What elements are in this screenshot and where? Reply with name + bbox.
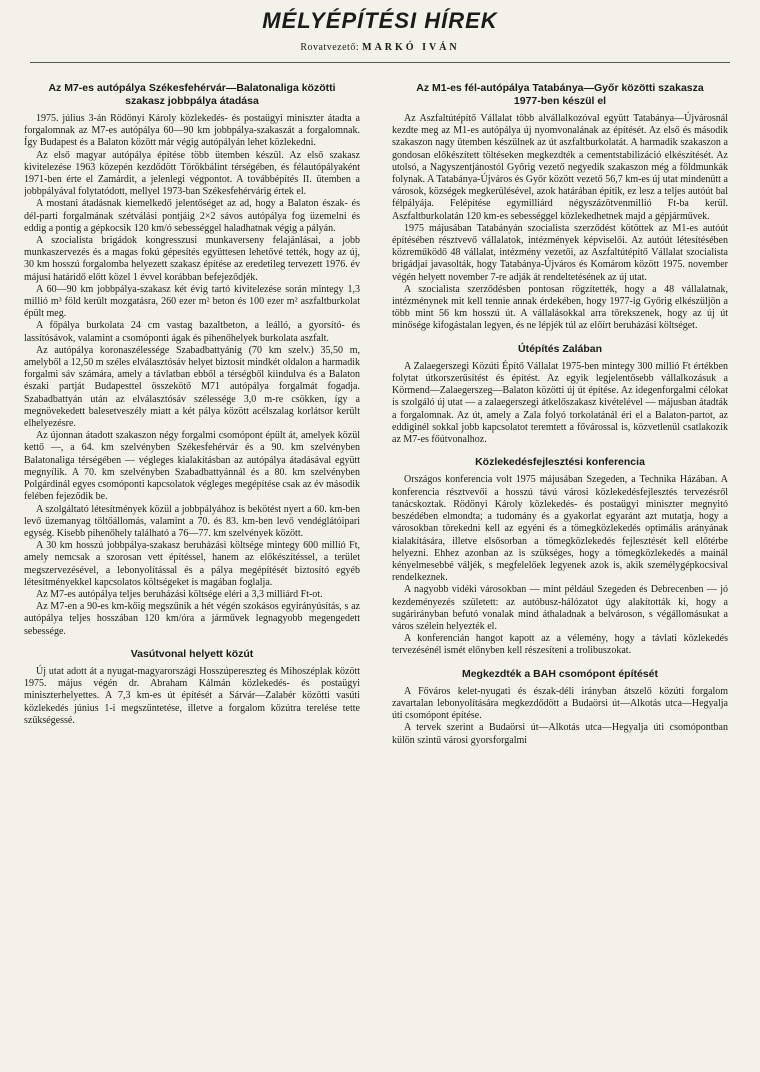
paragraph: Az első magyar autópálya építése több ütemben készül. Az első szakasz kivitelezése 1963 közepén kezdődött Törökbálint térségében, és félautópályaként 1971-ben érte el Zamárdit, a jelenlegi végpontot. A továbbépítés II. ütemben a jobbpályával folytatódott, mellyel 1973-ban Székesfehérvárig értek el. (24, 149, 360, 198)
paragraph: Új utat adott át a nyugat-magyarországi Hosszúpereszteg és Mihoszéplak között 1975. május végén dr. Abraham Kálmán közlekedés- és postaügyi miniszterhelyettes. A 7,3 km-es út építését a Sárvár—Zalabér közötti vasúti közlekedés június 1-i megszüntetése, illetve a forgalom közútra terelése tette szükségessé. (24, 665, 360, 726)
article-title-m1: Az M1-es fél-autópálya Tatabánya—Győr közötti szakasza 1977-ben készül el (416, 82, 704, 107)
article-title-zala: Útépítés Zalában (517, 342, 603, 355)
paragraph: Az M7-es autópálya teljes beruházási költsége eléri a 3,3 milliárd Ft-ot. (36, 588, 323, 600)
right-column (392, 82, 728, 1066)
article-body-konferencia (392, 474, 728, 657)
paragraph: Országos konferencia volt 1975 májusában Szegeden, a Technika Házában. A konferencia résztvevői a hosszú távú városi közlekedésfejlesztés tervezésről tanácskoztak. Rödönyi Károly közlekedés- és postaügyi miniszter megnyitó beszédében elmondta; a tudomány és a gyakorlat egyaránt azt mutatja, hogy a városokban törekedni kell az egyéni és a tömegközlekedés optimális arányának kialakítására, illetve elsősorban a tömegközlekedés fejlesztését kell előtérbe helyezni. Ehhez azonban az is szükséges, hogy a tömegközlekedés a mainál kényelmesebbé váljék, s megfelelőek legyenek azok is, akik személygépkocsival rendelkeznek. (392, 474, 728, 584)
paragraph: A nagyobb vidéki városokban — mint például Szegeden és Debrecenben — jó kezdeményezés született: az autóbusz-hálózatot úgy alakították ki, hogy a sugárirányban befutó vonalak mind áthaladnak a belvároson, s végállomásukat a város szélein helyezték el. (392, 584, 728, 632)
header-divider (30, 62, 730, 63)
paragraph: A 60—90 km jobbpálya-szakasz két évig tartó kivitelezése során mintegy 1,3 millió m³ föld került mozgatásra, 260 ezer m² beton és 100 ezer m² aszfaltburkolat épült meg. (24, 283, 360, 320)
paragraph: A szolgáltató létesítmények közül a jobbpályához is bekötést nyert a 60. km-ben levő üzemanyag töltőállomás, valamint a 70. és 83. km-ben levő vendéglátóipari egység. Kisebb pihenőhely található a 76—77. km szelvények között. (24, 503, 360, 539)
paragraph: Az autópálya koronaszélessége Szabadbattyánig (70 km szelv.) 35,50 m, amelyből a 12,50 m széles elválasztósáv helyet biztosít mindkét oldalon a harmadik forgalmi sáv számára, amely a távlatban ebből a térségből kiindulva és a Balaton északi partját Budapesttel összekötő M71 autópálya forgalmát fogadja. Szabadbattyán után az elválasztósáv szélessége 3,0 m-re csökken, így a megnövekedett balesetveszély miatt a két pálya között acélszalag korlátsor került elhelyezésre. (24, 344, 360, 430)
editor-name: MARKÓ IVÁN (362, 42, 460, 53)
column-editor (0, 42, 760, 53)
article-title-konferencia: Közlekedésfejlesztési konferencia (475, 456, 645, 469)
paragraph: Az újonnan átadott szakaszon négy forgalmi csomópont épült át, amelyek közül kettő —, a 64. km szelvényben Székesfehérvár és a 90. km szelvényben Balatonaliga térségében — végleges kialakításban az autópálya átadásával együtt megnyílik. A 70. km szelvényben Szabadbattyánnál és a 80. km szelvényben Polgárdinál egyes csomóponti kapcsolatok végleges megépítése csak az év második felében fejeződik be. (24, 430, 360, 503)
section-masthead: MÉLYÉPÍTÉSI HÍREK (262, 8, 498, 33)
page-header (0, 0, 760, 80)
paragraph: A mostani átadásnak kiemelkedő jelentőséget az ad, hogy a Balaton észak- és dél-parti forgalmának szétválási pontjáig 2×2 sávos autópálya fog üzemelni és eddig a pontig a gépkocsik 120 km/ó sebességgel haladhatnak végig a pályán. (24, 198, 360, 234)
article-body-vasutvonal (24, 666, 360, 727)
editor-label: Rovatvezető: (300, 42, 360, 53)
article-title-vasutvonal: Vasútvonal helyett közút (130, 647, 254, 660)
paragraph: A főpálya burkolata 24 cm vastag bazaltbeton, a leálló, a gyorsító- és lassítósávok, valamint a csomóponti ágak és pihenőhelyek burkolata aszfalt. (24, 320, 360, 344)
article-body-m7 (24, 113, 360, 638)
paragraph: A szocialista szerződésben pontosan rögzítették, hogy a 48 vállalatnak, intézménynek mit kell tennie annak érdekében, hogy 1977-ig Győrig elkészüljön a több mint 56 km hosszú út. A vállalásokkal arra törekszenek, hogy az új út minősége kifogástalan legyen, és ne lépjék túl az előírt beruházási költséget. (392, 283, 728, 332)
left-column (24, 82, 360, 1066)
article-body-bah (392, 686, 728, 747)
paragraph: A 30 km hosszú jobbpálya-szakasz beruházási költsége mintegy 600 millió Ft, amely nemcsak a szorosan vett építéssel, hanem az előkészítéssel, a terület megszervezésével, a lebonyolítással és a pálya megépítését biztosító egyéb létesítményekkel kapcsolatos költségeket is magában foglalja. (24, 540, 360, 588)
paragraph: Az M7-en a 90-es km-kőig megszűnik a hét végén szokásos egyirányúsítás, s az autópálya teljes hosszában 120 km/óra a járművek legnagyobb megengedett sebessége. (24, 601, 360, 637)
article-body-m1 (392, 113, 728, 333)
paragraph: A konferencián hangot kapott az a vélemény, hogy a távlati közlekedés tervezésénél ismét előnyben kell részesíteni a trolibuszokat. (392, 633, 728, 657)
paragraph: A Zalaegerszegi Közúti Építő Vállalat 1975-ben mintegy 300 millió Ft értékben folytat útkorszerűsítést és építést. Az egyik legjelentősebb vállalkozásuk a Körmend—Zalaegerszeg—Balaton közötti új út építése. Az idegenforgalmi célokat is szolgáló új utat — a zalaegerszegi átkelőszakasz kivételével — májusban átadták a forgalomnak. Az út, amely a Zala folyó torkolatánál éri el a Balaton-partot, az eddiginél sokkal jobb kapcsolatot teremtett a fővárossal is, közvetlenül csatlakozik az M7-es főútvonalhoz. (392, 360, 728, 446)
paragraph: A tervek szerint a Budaörsi út—Alkotás utca—Hegyalja úti csomópontban külön szintű városi gyorsforgalmi (392, 722, 728, 746)
article-title-bah: Megkezdték a BAH csomópont építését (461, 667, 659, 680)
paragraph: Az Aszfaltútépítő Vállalat több alvállalkozóval együtt Tatabánya—Újvárosnál kezdte meg az M1-es autópálya új nyomvonalának az építését. Az első és második szakaszon nagy ütemben készülnek az út aszfaltburkolatát. A harmadik szakaszon a gondosan előkészített töltéseken megkezdték a cementstabilizáció elkészítését. Az utolsó, a Nagyszentjánostól Győrig vezető negyedik szakaszon még a földmunkák folynak. A Tatabánya-Újváros és Győr között vezető 56,7 km-es új utat mindenütt a városok, községek megkerülésével, azok határában építik, ez lesz a teljes autóút bal félpályája. Felépítése egymilliárd négyszázötvenmillió Ft-ba kerül. Aszfaltburkolatán 120 km-es sebességgel közlekedhetnek majd a gépjárművek. (392, 113, 728, 222)
paragraph: 1975 májusában Tatabányán szocialista szerződést kötöttek az M1-es autóút építésében résztvevő vállalatok, intézmények képviselői. Az autóút létesítésében közreműködő 48 vállalat, intézmény vezetői, az Aszfaltútépítő Vállalat szocialista brigádjai javasolták, hogy Tatabánya-Újváros és Komárom között 1975. november végén helyett november 7-re adják át rendeltetésének az új utat. (392, 222, 728, 283)
paragraph: 1975. július 3-án Rödönyi Károly közlekedés- és postaügyi miniszter átadta a forgalomnak az M7-es autópálya 60—90 km jobbpálya-szakaszát a forgalomnak. Így Budapest és a Balaton között már végig autópályán lehet közlekedni. (24, 113, 360, 149)
article-title-m7: Az M7-es autópálya Székesfehérvár—Balatonaliga közötti szakasz jobbpálya átadása (48, 82, 336, 107)
paragraph: A szocialista brigádok kongresszusi munkaverseny felajánlásai, a jobb munkaszervezés és a magas fokú gépesítés együttesen lehetővé tették, hogy az új, 30 km hosszú forgalomba helyezett szakasz építése az eredetileg tervezett 1976. év májusi határidő előtt közel 1 évvel korábban befejeződjék. (24, 235, 360, 283)
paragraph: A Főváros kelet-nyugati és észak-déli irányban átszelő közúti forgalom zavartalan lebonyolítására megkezdődött a Budaörsi út—Alkotás utca—Hegyalja úti csomópont építése. (392, 685, 728, 722)
article-body-zala (392, 361, 728, 446)
